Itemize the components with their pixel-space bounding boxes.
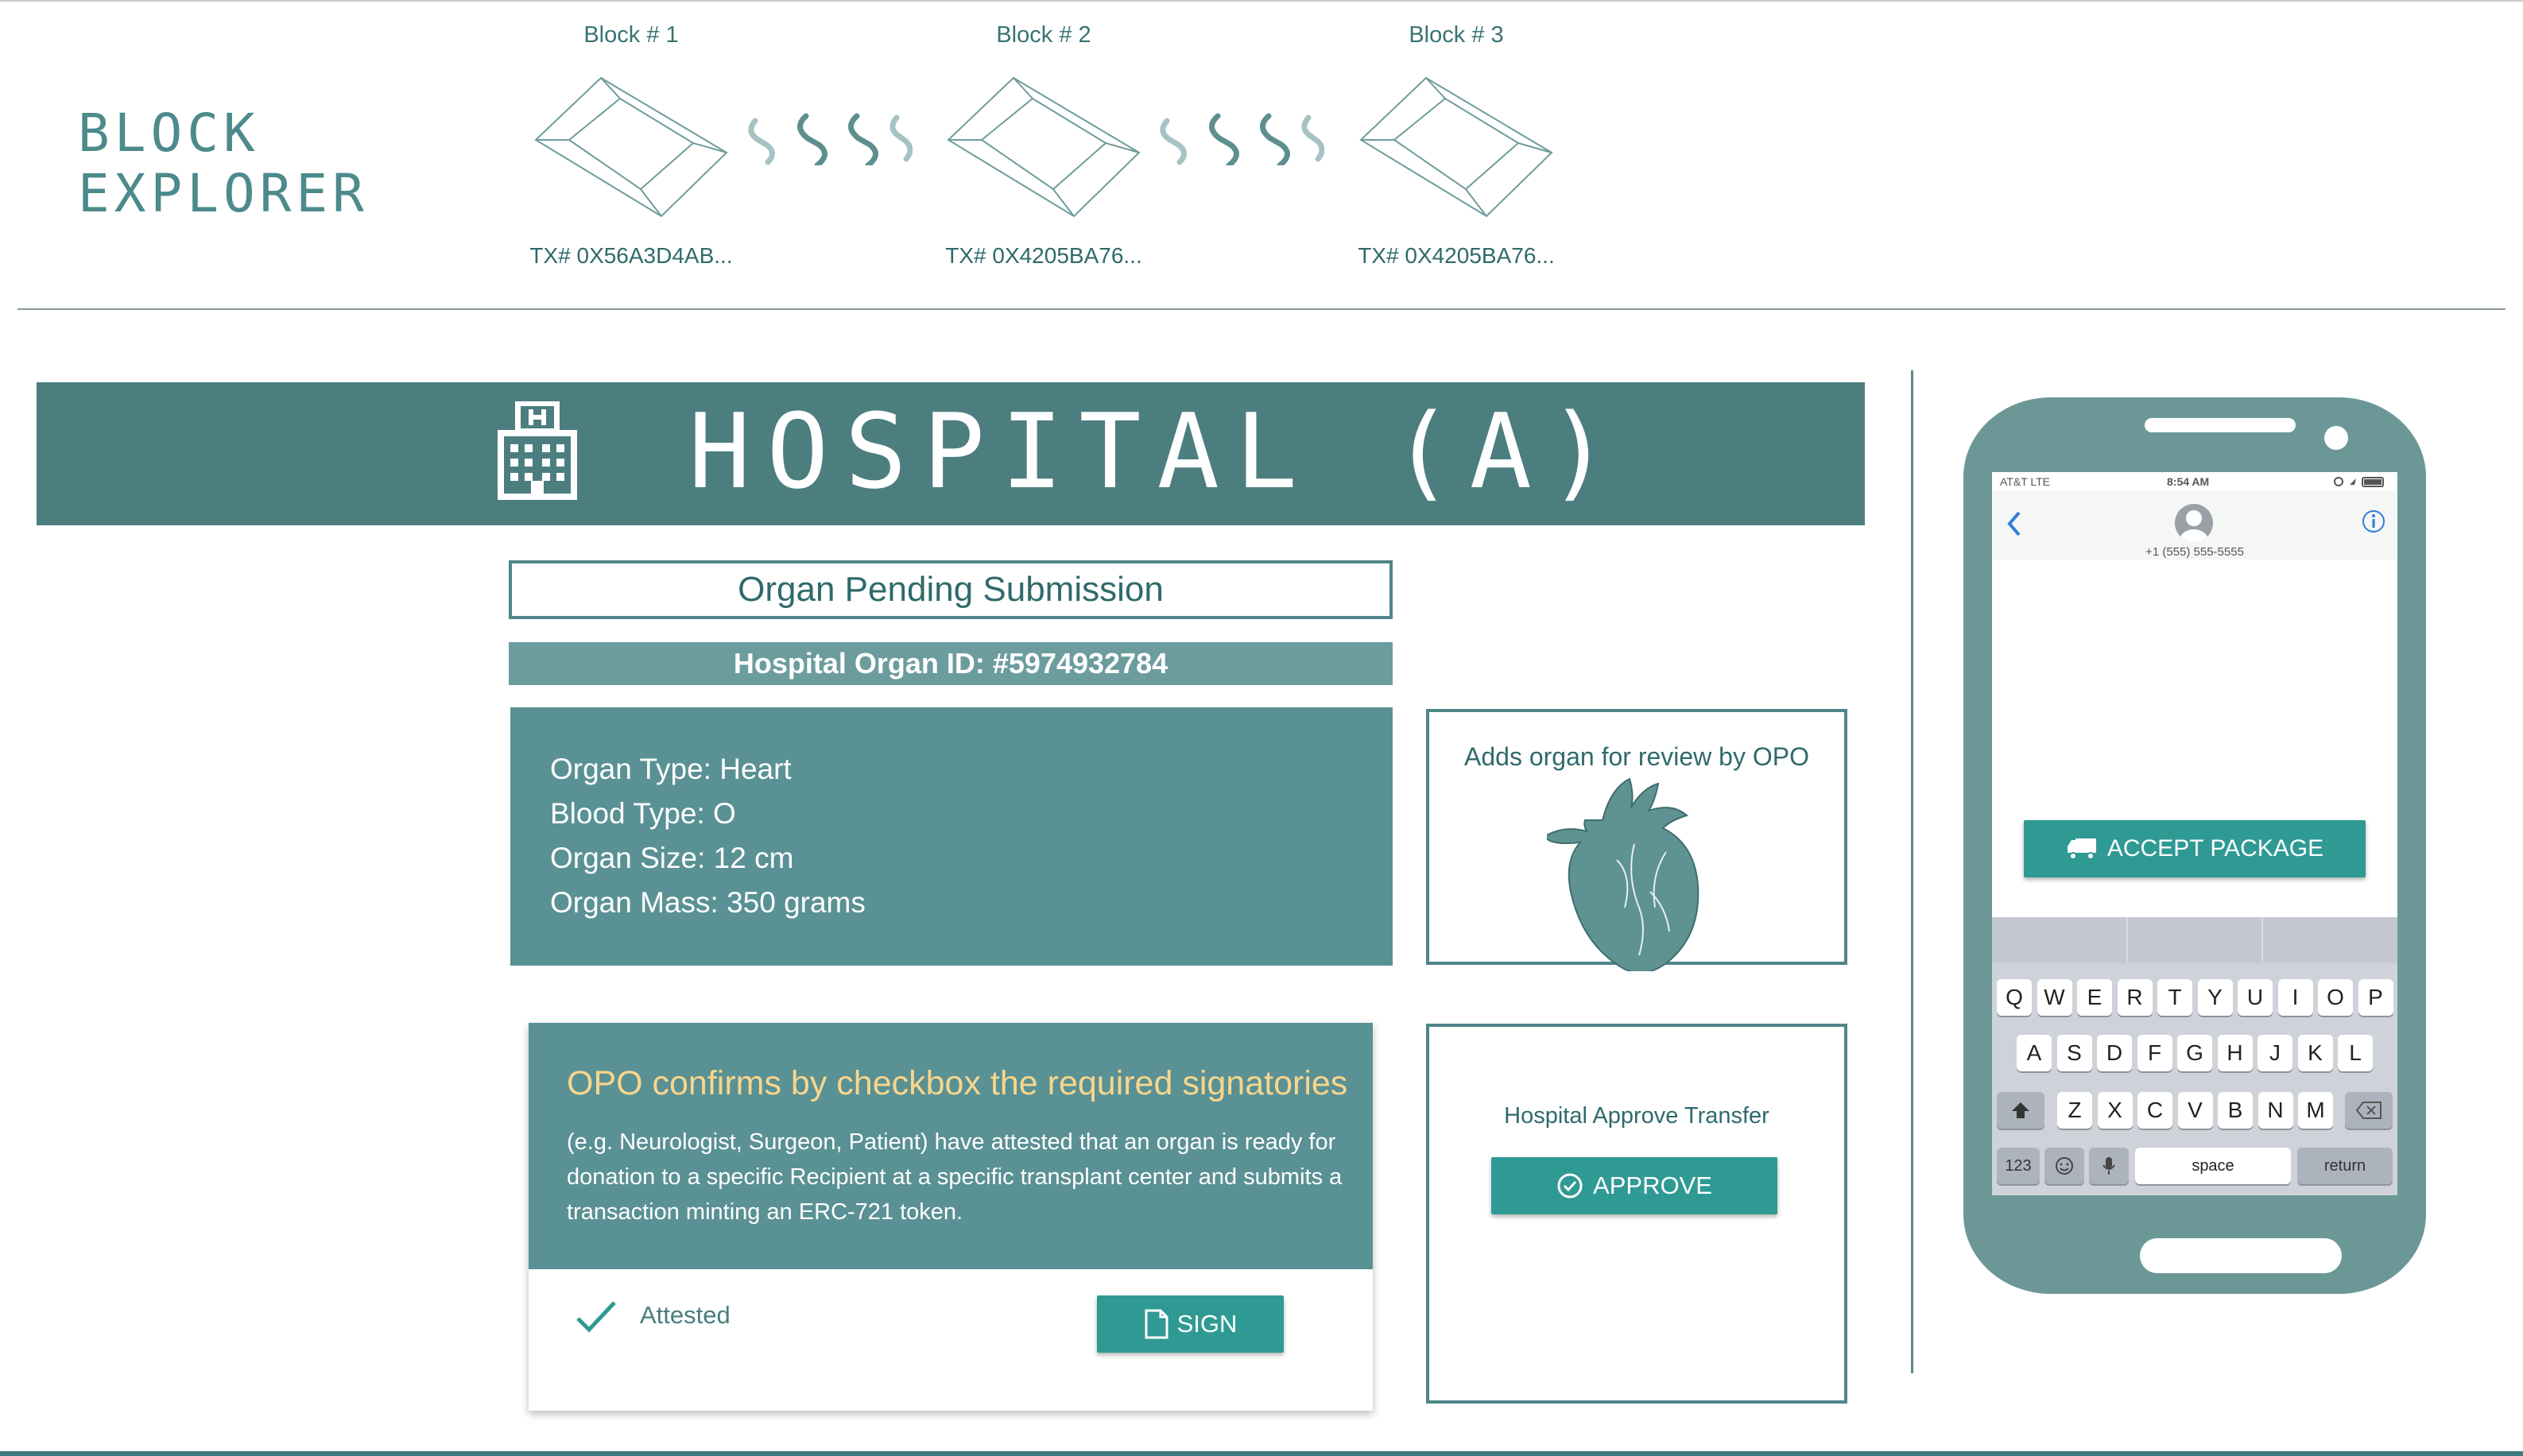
space-key[interactable]: space: [2135, 1148, 2291, 1184]
chain-link-icon-2: [1157, 110, 1324, 165]
shift-key[interactable]: [1997, 1092, 2044, 1129]
status-time: 8:54 AM: [2167, 475, 2210, 488]
emoji-icon: [2055, 1156, 2074, 1175]
block-1-title: Block # 1: [583, 22, 679, 48]
brand-line-1: BLOCK: [78, 103, 260, 164]
block-3-cube-icon[interactable]: [1359, 76, 1553, 218]
phone-mockup: [1963, 397, 2426, 1294]
block-1-cube-icon[interactable]: [534, 76, 728, 218]
suggestion-slot[interactable]: [2128, 917, 2264, 963]
organ-mass: Organ Mass: 350 grams: [550, 886, 866, 919]
block-2-tx-hash[interactable]: TX# 0X4205BA76...: [945, 243, 1142, 268]
numbers-key[interactable]: 123: [1997, 1148, 2040, 1184]
key-u[interactable]: U: [2238, 979, 2273, 1016]
contact-avatar[interactable]: [2175, 504, 2213, 542]
review-card: [1426, 709, 1847, 965]
chain-link-icon-1: [746, 110, 913, 165]
key-a[interactable]: A: [2017, 1035, 2052, 1071]
messages-header: [1992, 491, 2397, 560]
key-k[interactable]: K: [2298, 1035, 2333, 1071]
organ-details-panel: [510, 707, 1393, 966]
document-icon: [1144, 1309, 1169, 1339]
key-i[interactable]: I: [2278, 979, 2313, 1016]
phone-speaker: [2145, 418, 2296, 432]
key-x[interactable]: X: [2098, 1092, 2133, 1129]
phone-home-button[interactable]: [2140, 1238, 2342, 1273]
brand-line-2: EXPLORER: [78, 163, 369, 224]
return-key[interactable]: return: [2297, 1148, 2393, 1184]
key-c[interactable]: C: [2137, 1092, 2172, 1129]
organ-size: Organ Size: 12 cm: [550, 842, 794, 874]
block-1-tx-hash[interactable]: TX# 0X56A3D4AB...: [529, 243, 733, 268]
status-carrier: AT&T LTE: [2000, 475, 2051, 488]
submission-status: Organ Pending Submission: [509, 560, 1393, 619]
back-chevron-icon[interactable]: [2006, 510, 2022, 537]
key-f[interactable]: F: [2137, 1035, 2172, 1071]
bottom-border: [0, 1451, 2523, 1456]
opo-card-header: [529, 1023, 1373, 1269]
status-bar: [1992, 472, 2397, 491]
blood-type: Blood Type: O: [550, 797, 736, 830]
key-t[interactable]: T: [2157, 979, 2192, 1016]
info-icon[interactable]: [2361, 509, 2386, 534]
key-s[interactable]: S: [2057, 1035, 2092, 1071]
phone-screen: [1992, 472, 2397, 1195]
person-silhouette-icon: [2175, 504, 2213, 542]
dictation-key[interactable]: [2089, 1148, 2129, 1184]
attested-label: Attested: [640, 1301, 731, 1329]
approve-card: [1426, 1024, 1847, 1404]
key-z[interactable]: Z: [2057, 1092, 2092, 1129]
opo-heading: OPO confirms by checkbox the required signatories: [567, 1064, 1348, 1102]
opo-signatory-card: [529, 1023, 1373, 1411]
approve-button-label: APPROVE: [1593, 1171, 1712, 1199]
key-b[interactable]: B: [2218, 1092, 2253, 1129]
phone-camera: [2324, 426, 2348, 450]
header-divider: [17, 308, 2506, 310]
key-l[interactable]: L: [2338, 1035, 2373, 1071]
battery-icon: [2334, 475, 2389, 488]
backspace-icon: [2355, 1101, 2382, 1120]
organ-type: Organ Type: Heart: [550, 753, 792, 785]
hospital-banner: [37, 382, 1865, 525]
key-d[interactable]: D: [2097, 1035, 2132, 1071]
key-g[interactable]: G: [2177, 1035, 2212, 1071]
block-2-title: Block # 2: [996, 22, 1091, 48]
vertical-divider: [1911, 370, 1913, 1373]
keyboard-suggestion-bar: [1992, 917, 2397, 963]
hospital-organ-id: Hospital Organ ID: #5974932784: [509, 642, 1393, 685]
contact-number: +1 (555) 555-5555: [2145, 545, 2244, 559]
block-explorer-logo: [78, 103, 369, 224]
top-border: [0, 0, 2523, 2]
review-description: Adds organ for review by OPO: [1464, 742, 1809, 771]
backspace-key[interactable]: [2345, 1092, 2393, 1129]
hospital-title: HOSPITAL (A): [688, 391, 1626, 512]
check-circle-icon: [1556, 1172, 1583, 1199]
key-o[interactable]: O: [2318, 979, 2353, 1016]
opo-description: (e.g. Neurologist, Surgeon, Patient) have attested that an organ is ready for donation to a specific Recipient at a specific transplant center and submits a transaction minting an ERC-721 token.: [567, 1129, 1343, 1225]
key-q[interactable]: Q: [1997, 979, 2032, 1016]
suggestion-slot[interactable]: [2263, 917, 2397, 963]
emoji-key[interactable]: [2044, 1148, 2084, 1184]
key-r[interactable]: R: [2118, 979, 2153, 1016]
key-m[interactable]: M: [2298, 1092, 2333, 1129]
key-h[interactable]: H: [2218, 1035, 2253, 1071]
onscreen-keyboard: [1992, 917, 2397, 1195]
key-n[interactable]: N: [2258, 1092, 2293, 1129]
key-y[interactable]: Y: [2198, 979, 2233, 1016]
suggestion-slot[interactable]: [1992, 917, 2128, 963]
sign-button-label: SIGN: [1176, 1310, 1238, 1338]
key-v[interactable]: V: [2178, 1092, 2213, 1129]
sign-button[interactable]: [1097, 1295, 1284, 1353]
block-3-title: Block # 3: [1409, 22, 1504, 48]
microphone-icon: [2102, 1156, 2116, 1176]
hospital-building-icon: [496, 398, 579, 501]
approve-description: Hospital Approve Transfer: [1504, 1103, 1769, 1129]
accept-package-label: ACCEPT PACKAGE: [2106, 835, 2324, 862]
approve-button[interactable]: [1491, 1157, 1777, 1214]
key-e[interactable]: E: [2077, 979, 2112, 1016]
block-2-cube-icon[interactable]: [947, 76, 1141, 218]
shift-arrow-icon: [2010, 1100, 2031, 1121]
key-p[interactable]: P: [2358, 979, 2393, 1016]
truck-icon: [2066, 837, 2098, 861]
accept-package-button[interactable]: [2024, 820, 2366, 877]
key-w[interactable]: W: [2037, 979, 2072, 1016]
key-j[interactable]: J: [2258, 1035, 2292, 1071]
anatomical-heart-icon: [1547, 773, 1730, 971]
block-3-tx-hash[interactable]: TX# 0X4205BA76...: [1358, 243, 1555, 268]
attested-checkmark-icon[interactable]: [575, 1299, 618, 1334]
